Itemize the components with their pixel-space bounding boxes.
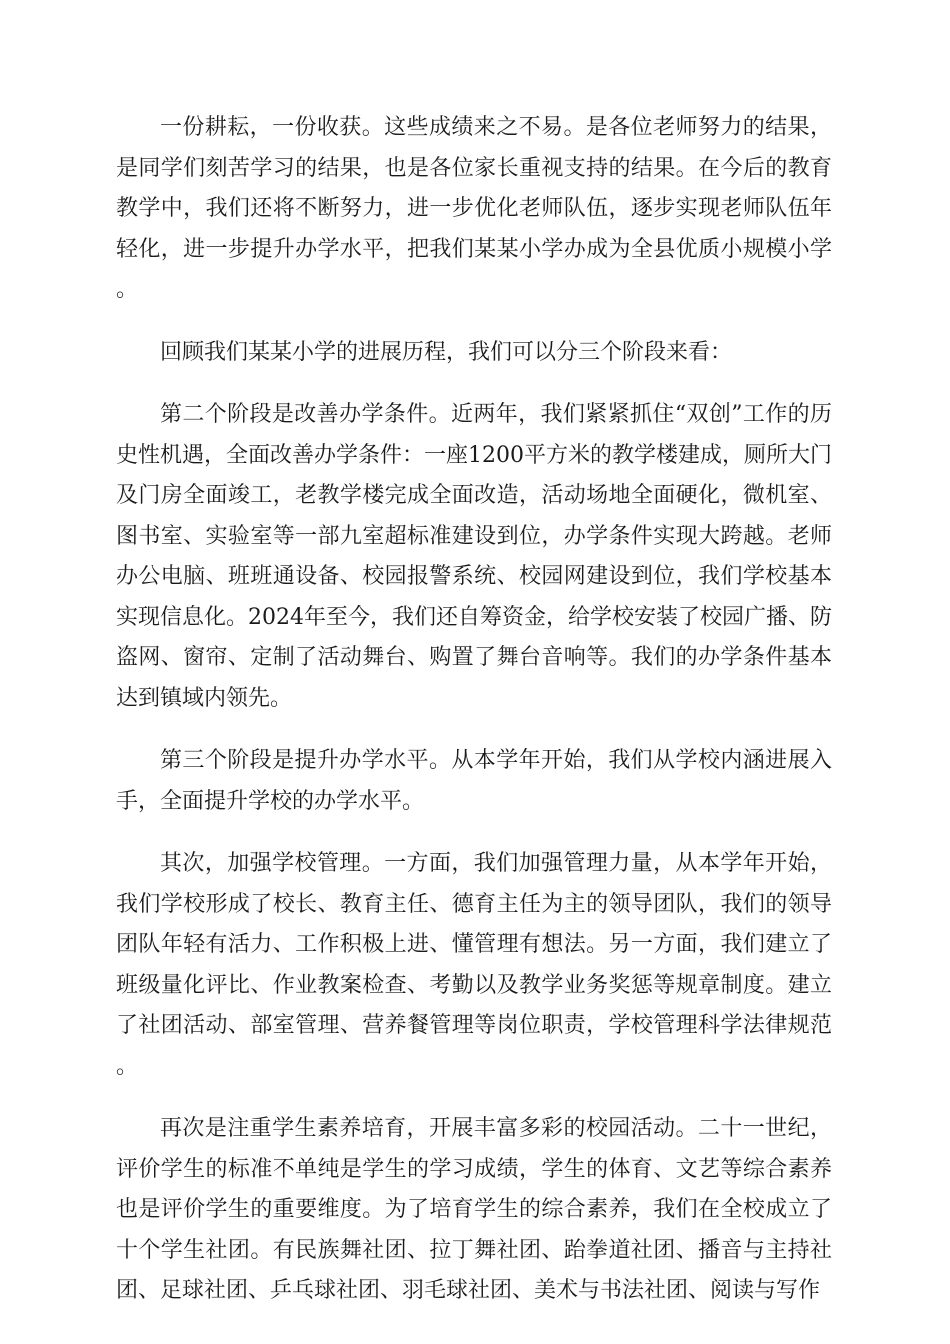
paragraph-harvest: 一份耕耘，一份收获。这些成绩来之不易。是各位老师努力的结果，是同学们刻苦学习的结果，也是各位家长重视支持的结果。在今后的教育教学中，我们还将不断努力，进一步优化老师队伍，逐步实现老师队伍年轻化，进一步提升办学水平，把我们某某小学办成为全县优质小规模小学。 <box>116 115 832 302</box>
paragraph-stage-two: 第二个阶段是改善办学条件。近两年，我们紧紧抓住“双创”工作的历史性机遇，全面改善办学条件：一座1200平方米的教学楼建成，厕所大门及门房全面竣工，老教学楼完成全面改造，活动场地全面硬化，微机室、图书室、实验室等一部九室超标准建设到位，办学条件实现大跨越。老师办公电脑、班班通设备、校园报警系统、校园网建设到位，我们学校基本实现信息化。2024年至今，我们还自筹资金，给学校安装了校园广播、防盗网、窗帘、定制了活动舞台、购置了舞台音响等。我们的办学条件基本达到镇域内领先。 <box>116 402 832 711</box>
paragraph-history-intro: 回顾我们某某小学的进展历程，我们可以分三个阶段来看： <box>160 339 733 365</box>
paragraph-management: 其次，加强学校管理。一方面，我们加强管理力量，从本学年开始，我们学校形成了校长、教育主任、德育主任为主的领导团队，我们的领导团队年轻有活力、工作积极上进、懂管理有想法。另一方面，我们建立了班级量化评比、作业教案检查、考勤以及教学业务奖惩等规章制度。建立了社团活动、部室管理、营养餐管理等岗位职责，学校管理科学法律规范。 <box>116 851 832 1079</box>
document-page <box>116 108 832 1334</box>
paragraph-stage-three: 第三个阶段是提升办学水平。从本学年开始，我们从学校内涵进展入手，全面提升学校的办学水平。 <box>116 748 832 814</box>
paragraph-student-activities: 再次是注重学生素养培育，开展丰富多彩的校园活动。二十一世纪，评价学生的标准不单纯是学生的学习成绩，学生的体育、文艺等综合素养也是评价学生的重要维度。为了培育学生的综合素养，我们在全校成立了十个学生社团。有民族舞社团、拉丁舞社团、跆拳道社团、播音与主持社团、足球社团、乒乓球社团、羽毛球社团、美术与书法社团、阅读与写作 <box>116 1116 832 1303</box>
